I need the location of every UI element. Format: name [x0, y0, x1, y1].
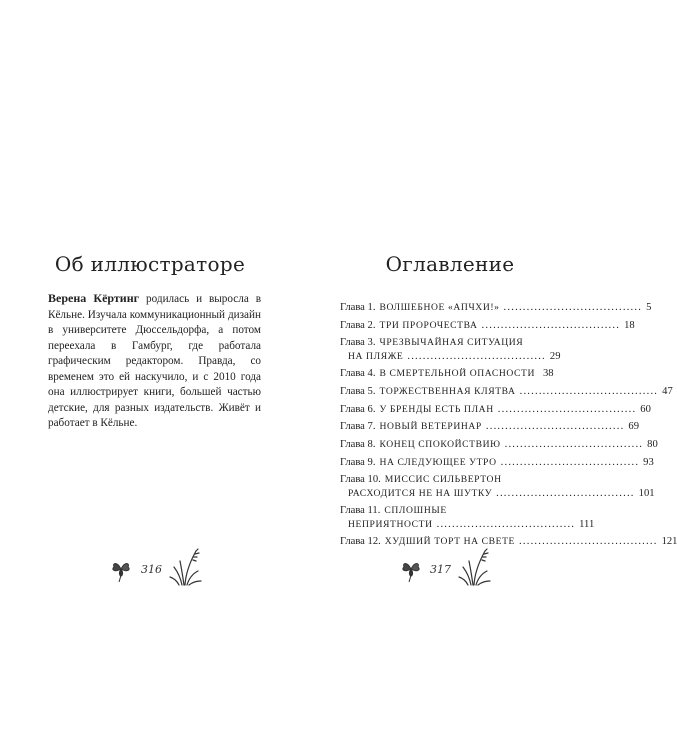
- toc-entry: [340, 386, 673, 399]
- toc-chapter-title: НА ПЛЯЖЕ: [348, 350, 404, 362]
- toc-page-number: 60: [640, 403, 651, 415]
- toc-page-number: 29: [549, 350, 561, 362]
- toc-page-number: 93: [643, 456, 654, 468]
- toc-line: [340, 386, 673, 399]
- toc-leader-dots: ....................................: [496, 487, 635, 499]
- toc-chapter-title: КОНЕЦ СПОКОЙСТВИЮ: [379, 439, 501, 451]
- toc-entry: [340, 403, 651, 417]
- toc-line: [340, 456, 654, 470]
- toc-line: [340, 421, 640, 434]
- toc-entry: [340, 302, 652, 315]
- toc-line: [340, 319, 635, 333]
- grass-icon: [457, 545, 491, 585]
- toc-leader-dots: ....................................: [436, 518, 576, 530]
- toc-chapter-label: Глава 12.: [340, 536, 381, 548]
- toc-leader-dots: ....................................: [500, 456, 640, 468]
- toc-chapter-title: ТОРЖЕСТВЕННАЯ КЛЯТВА: [379, 386, 516, 398]
- illustrator-name: Верена Кёртинг: [48, 291, 140, 305]
- toc-chapter-title: НА СЛЕДУЮЩЕЕ УТРО: [379, 456, 497, 468]
- toc-chapter-title: ЧРЕЗВЫЧАЙНАЯ СИТУАЦИЯ: [379, 337, 524, 349]
- clover-icon: [400, 557, 422, 583]
- toc-page-number: 5: [646, 302, 652, 313]
- toc-chapter-title: ХУДШИЙ ТОРТ НА СВЕТЕ: [384, 536, 516, 548]
- toc-chapter-label: Глава 11.: [340, 505, 381, 517]
- toc-chapter-title: НОВЫЙ ВЕТЕРИНАР: [379, 421, 482, 433]
- toc-page-number: 80: [647, 439, 658, 451]
- toc-entry: [340, 368, 552, 381]
- toc-page-number: 69: [628, 421, 640, 433]
- toc-entry: [340, 505, 595, 532]
- page-number-right: 317: [430, 563, 451, 576]
- right-page: [300, 0, 677, 750]
- toc-leader-dots: ....................................: [503, 302, 643, 313]
- bio-text: родилась и выросла в Кёльне. Изучала коммуникационный дизайн в университете Дюссельдорфа, а потом переехала в Гамбург, где работала графическим редактором. Правда, со временем это ей наскучило, и с 2010 года она иллюстрирует книги, большей частью детские, для разных издательств. Живёт и работает в Кёльне.: [48, 293, 261, 429]
- toc-chapter-label: Глава 5.: [340, 386, 376, 398]
- toc-line: [340, 368, 552, 381]
- toc-chapter-title: ВОЛШЕБНОЕ «АПЧХИ!»: [379, 302, 500, 313]
- toc-chapter-label: Глава 2.: [340, 319, 376, 331]
- grass-icon: [168, 545, 202, 585]
- toc-leader-dots: ....................................: [519, 386, 659, 398]
- toc-leader-dots: ....................................: [481, 319, 621, 331]
- toc-leader-dots: ....................................: [485, 421, 625, 433]
- toc-line: [340, 505, 552, 518]
- toc-line: [340, 403, 651, 417]
- toc-chapter-label: Глава 6.: [340, 403, 376, 415]
- toc-chapter-title: РАСХОДИТСЯ НЕ НА ШУТКУ: [348, 487, 493, 499]
- page-number-left: 316: [141, 563, 162, 576]
- toc-leader-dots: ....................................: [504, 439, 644, 451]
- toc-page-number: 121: [661, 536, 677, 548]
- toc-leader-dots: ....................................: [497, 403, 637, 415]
- toc-chapter-label: Глава 7.: [340, 421, 376, 433]
- page-footer-left: [0, 545, 300, 591]
- toc-line: [340, 518, 595, 532]
- toc-chapter-label: Глава 9.: [340, 456, 376, 468]
- toc-entry: [340, 421, 640, 434]
- toc-page-number: 101: [638, 487, 655, 499]
- toc-chapter-label: Глава 3.: [340, 337, 376, 349]
- toc-chapter-title: МИССИС СИЛЬВЕРТОН: [384, 474, 502, 486]
- toc-line: [340, 337, 552, 350]
- toc-page-number: 47: [662, 386, 673, 398]
- toc-chapter-title: НЕПРИЯТНОСТИ: [348, 518, 433, 530]
- left-page: [0, 0, 300, 750]
- toc-chapter-title: У БРЕНДЫ ЕСТЬ ПЛАН: [379, 403, 494, 415]
- toc-chapter-title: ТРИ ПРОРОЧЕСТВА: [379, 319, 478, 331]
- toc-entry: [340, 456, 654, 470]
- illustrator-bio: [48, 291, 261, 432]
- toc-chapter-title: В СМЕРТЕЛЬНОЙ ОПАСНОСТИ: [379, 368, 535, 380]
- toc-entry: [340, 337, 561, 364]
- page-title-illustrator: Об иллюстраторе: [54, 252, 246, 276]
- table-of-contents: [340, 302, 677, 554]
- toc-leader-dots: ....................................: [407, 350, 546, 362]
- toc-line: [340, 474, 552, 487]
- toc-line: [340, 302, 652, 315]
- toc-page-number: 18: [624, 319, 635, 331]
- toc-line: [340, 439, 658, 452]
- toc-entry: [340, 439, 658, 452]
- toc-chapter-label: Глава 1.: [340, 302, 376, 313]
- toc-entry: [340, 319, 635, 333]
- toc-line: [340, 487, 655, 501]
- toc-chapter-label: Глава 8.: [340, 439, 376, 451]
- toc-chapter-label: Глава 10.: [340, 474, 381, 486]
- toc-page-number: 111: [579, 518, 595, 530]
- toc-entry: [340, 474, 655, 501]
- toc-page-number: 38: [542, 368, 554, 380]
- toc-chapter-title: СПЛОШНЫЕ: [384, 505, 447, 517]
- page-title-contents: Оглавление: [385, 252, 515, 276]
- clover-icon: [110, 557, 132, 583]
- toc-chapter-label: Глава 4.: [340, 368, 376, 380]
- toc-line: [340, 350, 561, 364]
- page-footer-right: [300, 545, 600, 591]
- toc-leader-dots: ....................................: [519, 536, 658, 548]
